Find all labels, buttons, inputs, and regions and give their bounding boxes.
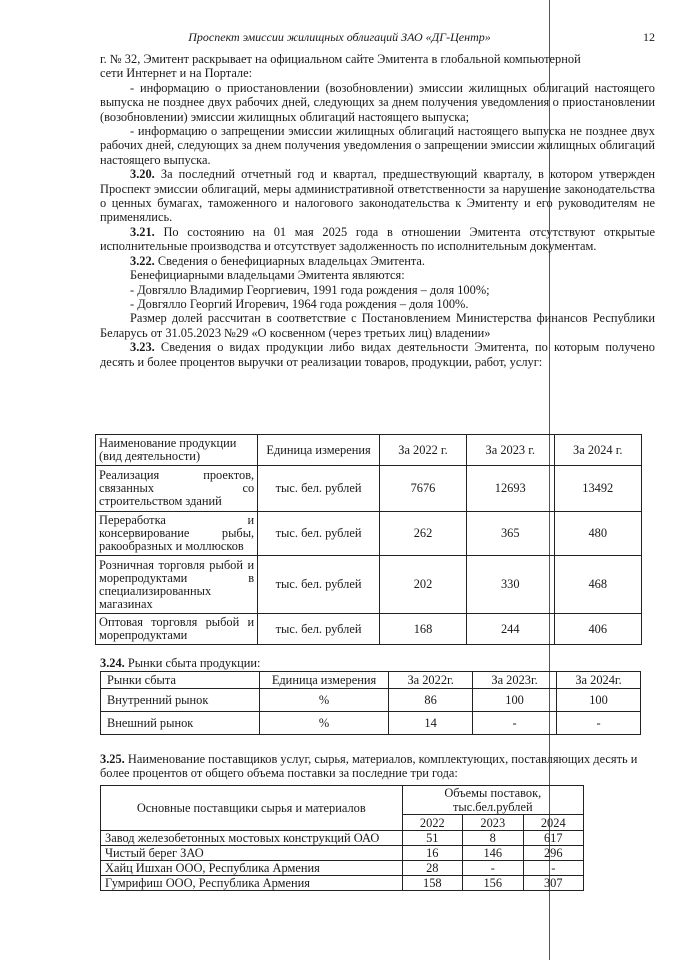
table-cell: 86 (389, 689, 473, 712)
table-cell: тыс. бел. рублей (258, 556, 380, 614)
table-header-cell: Объемы поставок, тыс.бел.рублей (402, 786, 583, 815)
section-3-20: 3.20. За последний отчетный год и квартал, предшествующий кварталу, в котором утвержден Проспект эмиссии облигаций, меры административной ответственности за нарушение законодательства о ценных бумагах, таможенного и налогового законодательства к Эмитенту и его руководителям не применялись. (100, 167, 655, 225)
table-cell: 7676 (379, 466, 466, 512)
table-cell: Переработка и консервирование рыбы, ракообразных и моллюсков (96, 512, 258, 556)
section-3-21: 3.21. По состоянию на 01 мая 2025 года в отношении Эмитента отсутствуют открытые исполнительные производства и отсутствует задолженность по исполнительным документам. (100, 224, 655, 254)
section-3-23: 3.23. Сведения о видах продукции либо видах деятельности Эмитента, по которым получено десять и более процентов выручки от реализации товаров, продукции, работ, услуг: (100, 340, 655, 369)
table-header-cell: За 2024г. (557, 672, 641, 689)
table-cell: тыс. бел. рублей (258, 512, 380, 556)
table-cell: 296 (523, 846, 583, 861)
table-header-cell: За 2022 г. (379, 435, 466, 466)
table-header-cell: Рынки сбыта (101, 672, 260, 689)
page-header (0, 30, 679, 46)
markets-table (100, 671, 641, 735)
table-cell: 158 (402, 876, 462, 891)
table-row (96, 614, 642, 645)
table-cell: Гумрифиш ООО, Республика Армения (101, 876, 403, 891)
table-header-cell: Единица измерения (258, 435, 380, 466)
table-row (96, 466, 642, 512)
table-cell: Завод железобетонных мостовых конструкций ОАО (101, 831, 403, 846)
table-cell: 365 (467, 512, 554, 556)
table-cell: 16 (402, 846, 462, 861)
products-table (95, 434, 642, 645)
table-header-cell: Единица измерения (259, 672, 388, 689)
paragraph: - информацию о запрещении эмиссии жилищных облигаций настоящего выпуска не позднее двух рабочих дней, следующих за днем получения уведомления о запрещении эмиссии жилищных облигаций настоящего выпуска. (100, 124, 655, 167)
table-cell: 100 (557, 689, 641, 712)
paragraph: сети Интернет и на Портале: (100, 66, 253, 81)
table-row (101, 846, 584, 861)
section-3-22: 3.22. Сведения о бенефициарных владельцах Эмитента. (130, 253, 425, 268)
table-cell: 13492 (554, 466, 642, 512)
table-cell: - (463, 861, 523, 876)
table-cell: 468 (554, 556, 642, 614)
table-cell: 480 (554, 512, 642, 556)
table-cell: 202 (379, 556, 466, 614)
table-cell: 617 (523, 831, 583, 846)
table-header-cell: За 2022г. (389, 672, 473, 689)
table-header-cell: 2023 (463, 815, 523, 831)
table-header-cell: 2024 (523, 815, 583, 831)
table-cell: 8 (463, 831, 523, 846)
table-cell: Внутренний рынок (101, 689, 260, 712)
paragraph: г. № 32, Эмитент раскрывает на официальном сайте Эмитента в глобальной компьютерной (100, 52, 581, 66)
table-header-cell: За 2023 г. (467, 435, 554, 466)
suppliers-table (100, 785, 584, 891)
table-cell: Чистый берег ЗАО (101, 846, 403, 861)
table-cell: Розничная торговля рыбой и морепродуктами в специализированных магазинах (96, 556, 258, 614)
table-row (101, 876, 584, 891)
table-header-cell: 2022 (402, 815, 462, 831)
table-cell: Хайц Ишхан ООО, Республика Армения (101, 861, 403, 876)
table-row (96, 556, 642, 614)
table-cell: Оптовая торговля рыбой и морепродуктами (96, 614, 258, 645)
document-body (100, 52, 655, 369)
table-cell: 168 (379, 614, 466, 645)
header-title: Проспект эмиссии жилищных облигаций ЗАО «ДГ-Центр» (188, 30, 491, 44)
table-row (96, 512, 642, 556)
section-3-24: 3.24. Рынки сбыта продукции: (100, 656, 261, 670)
table-header-cell: Наименование продукции (вид деятельности) (96, 435, 258, 466)
table-cell: 100 (473, 689, 557, 712)
table-cell: 146 (463, 846, 523, 861)
paragraph: Размер долей рассчитан в соответствие с Постановлением Министерства финансов Республики Беларусь от 31.05.2023 №29 «О косвенном (через третьих лиц) владении» (100, 311, 655, 340)
table-cell: 244 (467, 614, 554, 645)
table-cell: % (259, 689, 388, 712)
table-cell: 262 (379, 512, 466, 556)
beneficiary-item: - Довгялло Георгий Игоревич, 1964 года рождения – доля 100%. (130, 296, 469, 311)
table-cell: - (557, 712, 641, 735)
table-cell: - (473, 712, 557, 735)
table-cell: 406 (554, 614, 642, 645)
table-cell: тыс. бел. рублей (258, 466, 380, 512)
table-row (101, 712, 641, 735)
table-cell: % (259, 712, 388, 735)
table-row (101, 861, 584, 876)
page-number: 12 (643, 30, 655, 44)
table-row (101, 831, 584, 846)
table-cell: 51 (402, 831, 462, 846)
table-cell: - (523, 861, 583, 876)
table-cell: 307 (523, 876, 583, 891)
table-header-row (101, 672, 641, 689)
table-cell: тыс. бел. рублей (258, 614, 380, 645)
table-row (101, 689, 641, 712)
table-header-cell: За 2023г. (473, 672, 557, 689)
table-header-cell: Основные поставщики сырья и материалов (101, 786, 403, 831)
paragraph: Бенефициарными владельцами Эмитента являются: (130, 268, 405, 283)
table-cell: 12693 (467, 466, 554, 512)
table-cell: 330 (467, 556, 554, 614)
table-header-row (101, 786, 584, 815)
paragraph: - информацию о приостановлении (возобновлении) эмиссии жилищных облигаций настоящего выпуска не позднее двух рабочих дней, следующих за днем получения уведомления о приостановлении (возобновлении) эмиссии жилищных облигаций настоящего выпуска; (100, 80, 655, 124)
table-cell: 14 (389, 712, 473, 735)
table-header-cell: За 2024 г. (554, 435, 642, 466)
table-cell: 156 (463, 876, 523, 891)
table-cell: Внешний рынок (101, 712, 260, 735)
table-cell: Реализация проектов, связанных со строительством зданий (96, 466, 258, 512)
table-cell: 28 (402, 861, 462, 876)
table-header-row (96, 435, 642, 466)
beneficiary-item: - Довгялло Владимир Георгиевич, 1991 года рождения – доля 100%; (130, 282, 490, 297)
section-3-25: 3.25. Наименование поставщиков услуг, сырья, материалов, комплектующих, поставляющих десять и более процентов от общего объема поставки за последние три года: (100, 752, 638, 781)
